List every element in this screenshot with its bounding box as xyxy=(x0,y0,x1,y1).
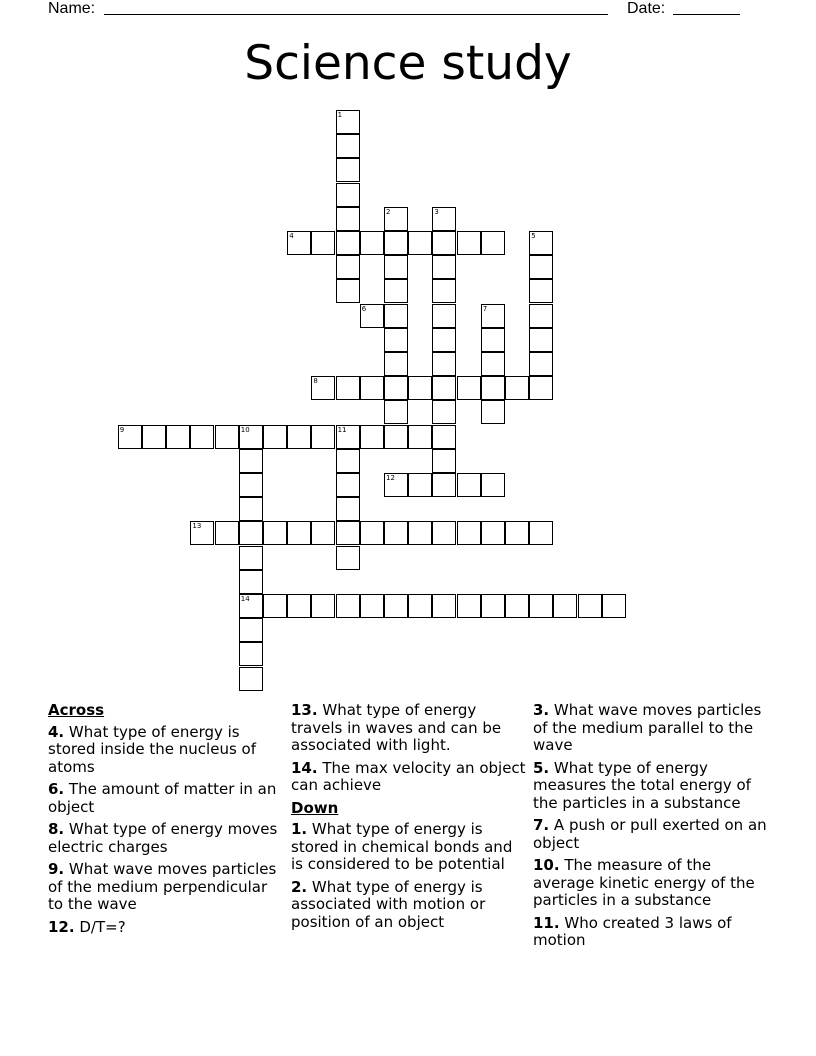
clue-across-9 xyxy=(48,861,284,914)
clue-number: 13. xyxy=(291,701,318,719)
grid-cell[interactable] xyxy=(457,521,481,545)
grid-cell[interactable] xyxy=(432,594,456,618)
grid-cell[interactable] xyxy=(481,400,505,424)
grid-cell[interactable] xyxy=(384,231,408,255)
clue-text: What type of energy is stored in chemical bonds and is considered to be potential xyxy=(291,820,513,873)
grid-cell[interactable] xyxy=(239,449,263,473)
grid-cell[interactable] xyxy=(432,400,456,424)
grid-cell[interactable] xyxy=(432,328,456,352)
grid-cell[interactable] xyxy=(529,279,553,303)
cell-number: 9 xyxy=(119,425,125,434)
cell-number: 14 xyxy=(240,595,250,603)
grid-cell[interactable] xyxy=(432,376,456,400)
clue-down-2 xyxy=(291,879,527,932)
grid-cell[interactable] xyxy=(336,183,360,207)
grid-cell[interactable] xyxy=(529,352,553,376)
clue-text: D/T=? xyxy=(79,917,126,936)
grid-cell[interactable] xyxy=(432,425,456,449)
puzzle-title: Science study xyxy=(244,36,572,91)
grid-cell[interactable] xyxy=(432,255,456,279)
cell-number: 11 xyxy=(337,425,347,434)
grid-cell[interactable] xyxy=(481,521,505,545)
clue-number: 1. xyxy=(291,820,308,838)
clue-number: 4. xyxy=(48,722,65,741)
grid-cell[interactable] xyxy=(287,425,311,449)
grid-cell[interactable] xyxy=(432,521,456,545)
grid-cell[interactable] xyxy=(408,425,432,449)
grid-cell[interactable] xyxy=(529,521,553,545)
clue-text: The amount of matter in an object xyxy=(48,780,277,816)
grid-cell[interactable] xyxy=(529,328,553,352)
clue-across-6 xyxy=(48,781,284,816)
clue-text: Who created 3 laws of motion xyxy=(533,913,732,949)
clue-across-8 xyxy=(48,821,284,856)
grid-cell[interactable] xyxy=(239,497,263,521)
grid-cell[interactable] xyxy=(505,376,529,400)
grid-cell[interactable] xyxy=(384,521,408,545)
grid-cell[interactable] xyxy=(336,207,360,231)
grid-cell[interactable] xyxy=(529,376,553,400)
grid-cell[interactable] xyxy=(457,231,481,255)
grid-cell[interactable] xyxy=(384,594,408,618)
grid-cell[interactable] xyxy=(360,425,384,449)
clue-text: What wave moves particles of the medium perpendicular to the wave xyxy=(48,860,277,913)
clue-text: What wave moves particles of the medium parallel to the wave xyxy=(533,701,762,754)
grid-cell[interactable] xyxy=(432,207,456,231)
clue-down-10 xyxy=(533,857,769,910)
grid-cell[interactable] xyxy=(311,231,335,255)
grid-cell[interactable] xyxy=(239,667,263,691)
grid-cell[interactable] xyxy=(239,546,263,570)
down-heading: Down xyxy=(291,798,339,817)
grid-cell[interactable] xyxy=(384,425,408,449)
grid-cell[interactable] xyxy=(432,449,456,473)
grid-cell[interactable] xyxy=(336,473,360,497)
grid-cell[interactable] xyxy=(311,521,335,545)
grid-cell[interactable] xyxy=(432,304,456,328)
grid-cell[interactable] xyxy=(336,279,360,303)
clue-text: What type of energy travels in waves and can be associated with light. xyxy=(291,701,502,754)
grid-cell[interactable] xyxy=(384,304,408,328)
grid-cell[interactable] xyxy=(432,279,456,303)
grid-cell[interactable] xyxy=(384,328,408,352)
grid-cell[interactable] xyxy=(336,425,360,449)
grid-cell[interactable] xyxy=(215,521,239,545)
grid-cell[interactable] xyxy=(384,279,408,303)
grid-cell[interactable] xyxy=(239,473,263,497)
grid-cell[interactable] xyxy=(384,255,408,279)
grid-cell[interactable] xyxy=(239,425,263,449)
grid-cell[interactable] xyxy=(408,594,432,618)
clue-number: 11. xyxy=(533,913,560,932)
grid-cell[interactable] xyxy=(529,231,553,255)
clue-text: The max velocity an object can achieve xyxy=(291,758,526,794)
grid-cell[interactable] xyxy=(408,521,432,545)
grid-cell[interactable] xyxy=(384,400,408,424)
cell-number: 7 xyxy=(482,304,488,313)
grid-cell[interactable] xyxy=(408,473,432,497)
clue-across-4 xyxy=(48,724,284,777)
clue-number: 14. xyxy=(291,758,318,777)
grid-cell[interactable] xyxy=(457,594,481,618)
clue-down-3 xyxy=(533,702,769,755)
clue-across-14 xyxy=(291,760,527,795)
clue-number: 10. xyxy=(533,856,560,874)
cell-number: 2 xyxy=(386,207,391,216)
clue-text: The measure of the average kinetic energy of the particles in a substance xyxy=(533,856,755,909)
grid-cell[interactable] xyxy=(481,473,505,497)
grid-cell[interactable] xyxy=(336,110,360,134)
clues-column-3 xyxy=(533,702,769,955)
grid-cell[interactable] xyxy=(432,473,456,497)
grid-cell[interactable] xyxy=(360,304,384,328)
clue-down-7 xyxy=(533,817,769,852)
grid-cell[interactable] xyxy=(263,425,287,449)
grid-cell[interactable] xyxy=(505,521,529,545)
grid-cell[interactable] xyxy=(602,594,626,618)
clue-number: 12. xyxy=(48,917,75,936)
grid-cell[interactable] xyxy=(336,255,360,279)
grid-cell[interactable] xyxy=(336,449,360,473)
grid-cell[interactable] xyxy=(239,521,263,545)
clue-text: What type of energy measures the total energy of the particles in a substance xyxy=(533,758,751,812)
clue-down-5 xyxy=(533,760,769,813)
clue-number: 7. xyxy=(533,816,550,834)
grid-cell[interactable] xyxy=(239,594,263,618)
grid-cell[interactable] xyxy=(263,594,287,618)
grid-cell[interactable] xyxy=(336,231,360,255)
grid-cell[interactable] xyxy=(311,594,335,618)
clue-number: 5. xyxy=(533,758,550,777)
grid-cell[interactable] xyxy=(239,570,263,594)
clue-down-1 xyxy=(291,821,527,874)
clue-text: What type of energy moves electric charges xyxy=(48,820,278,856)
grid-cell[interactable] xyxy=(481,328,505,352)
grid-cell[interactable] xyxy=(457,376,481,400)
clue-text: What type of energy is associated with motion or position of an object xyxy=(291,877,486,931)
grid-cell[interactable] xyxy=(142,425,166,449)
grid-cell[interactable] xyxy=(505,594,529,618)
grid-cell[interactable] xyxy=(408,231,432,255)
clues-column-2 xyxy=(291,702,527,936)
grid-cell[interactable] xyxy=(336,497,360,521)
cell-number: 6 xyxy=(361,304,367,313)
cell-number: 10 xyxy=(240,425,250,434)
grid-cell[interactable] xyxy=(481,231,505,255)
grid-cell[interactable] xyxy=(360,594,384,618)
clue-text: A push or pull exerted on an object xyxy=(533,816,767,852)
grid-cell[interactable] xyxy=(166,425,190,449)
grid-cell[interactable] xyxy=(432,352,456,376)
grid-cell[interactable] xyxy=(457,473,481,497)
grid-cell[interactable] xyxy=(263,521,287,545)
cell-number: 12 xyxy=(386,474,395,482)
grid-cell[interactable] xyxy=(287,231,311,255)
grid-cell[interactable] xyxy=(360,376,384,400)
grid-cell[interactable] xyxy=(384,376,408,400)
clue-number: 9. xyxy=(48,860,65,878)
grid-cell[interactable] xyxy=(384,473,408,497)
grid-cell[interactable] xyxy=(118,425,142,449)
clue-across-13 xyxy=(291,702,527,755)
grid-cell[interactable] xyxy=(529,304,553,328)
grid-cell[interactable] xyxy=(336,134,360,158)
grid-cell[interactable] xyxy=(336,546,360,570)
grid-cell[interactable] xyxy=(336,376,360,400)
grid-cell[interactable] xyxy=(190,425,214,449)
clues-column-1 xyxy=(48,702,284,941)
name-label: Name: xyxy=(48,0,96,17)
grid-cell[interactable] xyxy=(553,594,577,618)
clue-number: 6. xyxy=(48,780,65,798)
cell-number: 13 xyxy=(192,522,202,531)
grid-cell[interactable] xyxy=(311,425,335,449)
grid-cell[interactable] xyxy=(287,521,311,545)
grid-cell[interactable] xyxy=(481,352,505,376)
date-label: Date: xyxy=(627,0,666,17)
grid-cell[interactable] xyxy=(360,521,384,545)
grid-cell[interactable] xyxy=(432,231,456,255)
clue-text: What type of energy is stored inside the nucleus of atoms xyxy=(48,722,256,776)
clue-number: 2. xyxy=(291,877,308,896)
cell-number: 8 xyxy=(313,377,318,386)
clue-across-12 xyxy=(48,919,284,937)
grid-cell[interactable] xyxy=(481,304,505,328)
grid-cell[interactable] xyxy=(239,618,263,642)
cell-number: 3 xyxy=(434,207,439,216)
grid-cell[interactable] xyxy=(529,594,553,618)
grid-cell[interactable] xyxy=(336,158,360,182)
cell-number: 5 xyxy=(531,232,536,240)
clue-number: 8. xyxy=(48,820,65,838)
clue-number: 3. xyxy=(533,701,550,719)
grid-cell[interactable] xyxy=(190,521,214,545)
grid-cell[interactable] xyxy=(336,521,360,545)
across-heading: Across xyxy=(48,701,105,719)
grid-cell[interactable] xyxy=(239,642,263,666)
grid-cell[interactable] xyxy=(481,594,505,618)
grid-cell[interactable] xyxy=(336,594,360,618)
grid-cell[interactable] xyxy=(287,594,311,618)
grid-cell[interactable] xyxy=(481,376,505,400)
grid-cell[interactable] xyxy=(311,376,335,400)
clue-down-11 xyxy=(533,915,769,950)
grid-cell[interactable] xyxy=(384,207,408,231)
grid-cell[interactable] xyxy=(384,352,408,376)
grid-cell[interactable] xyxy=(529,255,553,279)
cell-number: 1 xyxy=(337,111,343,119)
grid-cell[interactable] xyxy=(215,425,239,449)
grid-cell[interactable] xyxy=(578,594,602,618)
cell-number: 4 xyxy=(289,232,294,240)
grid-cell[interactable] xyxy=(360,231,384,255)
grid-cell[interactable] xyxy=(408,376,432,400)
